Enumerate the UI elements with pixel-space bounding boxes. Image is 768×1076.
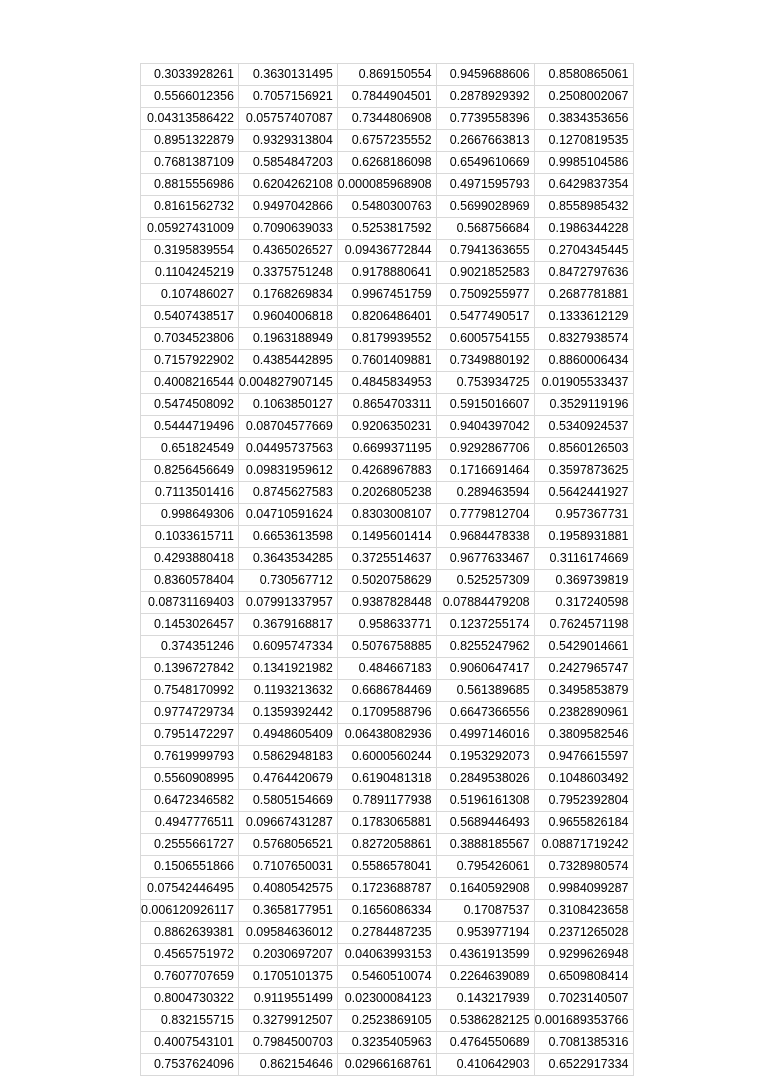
- table-cell[interactable]: 0.369739819: [534, 570, 633, 592]
- table-cell[interactable]: 0.2704345445: [534, 240, 633, 262]
- table-row: [141, 482, 634, 504]
- table-cell[interactable]: 0.7537624096: [141, 1054, 239, 1076]
- table-cell[interactable]: 0.4365026527: [238, 240, 337, 262]
- table-row: [141, 526, 634, 548]
- table-cell[interactable]: 0.6757235552: [337, 130, 436, 152]
- table-cell[interactable]: 0.1333612129: [534, 306, 633, 328]
- table-cell[interactable]: 0.8558985432: [534, 196, 633, 218]
- table-cell[interactable]: 0.04313586422: [141, 108, 239, 130]
- table-cell[interactable]: 0.4385442895: [238, 350, 337, 372]
- table-row: [141, 614, 634, 636]
- table-row: [141, 108, 634, 130]
- table-cell[interactable]: 0.4008216544: [141, 372, 239, 394]
- table-cell[interactable]: 0.9299626948: [534, 944, 633, 966]
- table-cell[interactable]: 0.9967451759: [337, 284, 436, 306]
- table-cell[interactable]: 0.1495601414: [337, 526, 436, 548]
- table-cell[interactable]: 0.8560126503: [534, 438, 633, 460]
- table-cell[interactable]: 0.8745627583: [238, 482, 337, 504]
- table-cell[interactable]: 0.5642441927: [534, 482, 633, 504]
- table-row: [141, 504, 634, 526]
- table-cell[interactable]: 0.2264639089: [436, 966, 534, 988]
- table-row: [141, 988, 634, 1010]
- table-cell[interactable]: 0.1270819535: [534, 130, 633, 152]
- table-cell[interactable]: 0.5566012356: [141, 86, 239, 108]
- table-cell[interactable]: 0.07991337957: [238, 592, 337, 614]
- table-cell[interactable]: 0.8256456649: [141, 460, 239, 482]
- table-cell[interactable]: 0.7681387109: [141, 152, 239, 174]
- table-cell[interactable]: 0.02300084123: [337, 988, 436, 1010]
- table-row: [141, 460, 634, 482]
- table-cell[interactable]: 0.4565751972: [141, 944, 239, 966]
- table-cell[interactable]: 0.953977194: [436, 922, 534, 944]
- table-row: [141, 306, 634, 328]
- table-cell[interactable]: 0.5586578041: [337, 856, 436, 878]
- table-cell[interactable]: 0.1048603492: [534, 768, 633, 790]
- table-cell[interactable]: 0.5480300763: [337, 196, 436, 218]
- table-cell[interactable]: 0.1341921982: [238, 658, 337, 680]
- table-cell[interactable]: 0.04495737563: [238, 438, 337, 460]
- table-cell[interactable]: 0.2878929392: [436, 86, 534, 108]
- table-cell[interactable]: 0.2371265028: [534, 922, 633, 944]
- table-cell[interactable]: 0.957367731: [534, 504, 633, 526]
- table-cell[interactable]: 0.5444719496: [141, 416, 239, 438]
- table-cell[interactable]: 0.6204262108: [238, 174, 337, 196]
- table-row: [141, 834, 634, 856]
- table-cell[interactable]: 0.4268967883: [337, 460, 436, 482]
- table-cell[interactable]: 0.1104245219: [141, 262, 239, 284]
- table-cell[interactable]: 0.6647366556: [436, 702, 534, 724]
- table-cell[interactable]: 0.3375751248: [238, 262, 337, 284]
- table-cell[interactable]: 0.8580865061: [534, 64, 633, 86]
- table-cell[interactable]: 0.5768056521: [238, 834, 337, 856]
- table-row: [141, 218, 634, 240]
- table-cell[interactable]: 0.3630131495: [238, 64, 337, 86]
- table-row: [141, 1032, 634, 1054]
- table-cell[interactable]: 0.7739558396: [436, 108, 534, 130]
- table-cell[interactable]: 0.795426061: [436, 856, 534, 878]
- table-cell[interactable]: 0.8272058861: [337, 834, 436, 856]
- table-cell[interactable]: 0.869150554: [337, 64, 436, 86]
- table-cell[interactable]: 0.3643534285: [238, 548, 337, 570]
- table-cell[interactable]: 0.561389685: [436, 680, 534, 702]
- table-cell[interactable]: 0.07542446495: [141, 878, 239, 900]
- table-cell[interactable]: 0.8179939552: [337, 328, 436, 350]
- table-cell[interactable]: 0.6429837354: [534, 174, 633, 196]
- table-cell[interactable]: 0.1033615711: [141, 526, 239, 548]
- table-cell[interactable]: 0.1768269834: [238, 284, 337, 306]
- table-cell[interactable]: 0.143217939: [436, 988, 534, 1010]
- table-cell[interactable]: 0.08704577669: [238, 416, 337, 438]
- table-row: [141, 592, 634, 614]
- table-row: [141, 372, 634, 394]
- table-cell[interactable]: 0.1640592908: [436, 878, 534, 900]
- table-cell[interactable]: 0.651824549: [141, 438, 239, 460]
- table-cell[interactable]: 0.2026805238: [337, 482, 436, 504]
- table-cell[interactable]: 0.09436772844: [337, 240, 436, 262]
- table-cell[interactable]: 0.3809582546: [534, 724, 633, 746]
- table-cell[interactable]: 0.484667183: [337, 658, 436, 680]
- data-table: [140, 63, 634, 1076]
- table-row: [141, 1054, 634, 1076]
- table-cell[interactable]: 0.6268186098: [337, 152, 436, 174]
- table-row: [141, 680, 634, 702]
- table-cell[interactable]: 0.5854847203: [238, 152, 337, 174]
- table-cell[interactable]: 0.9206350231: [337, 416, 436, 438]
- table-row: [141, 768, 634, 790]
- table-cell[interactable]: 0.000085968908: [337, 174, 436, 196]
- table-cell[interactable]: 0.8860006434: [534, 350, 633, 372]
- table-cell[interactable]: 0.01905533437: [534, 372, 633, 394]
- table-cell[interactable]: 0.7328980574: [534, 856, 633, 878]
- table-row: [141, 394, 634, 416]
- table-cell[interactable]: 0.2030697207: [238, 944, 337, 966]
- table-row: [141, 174, 634, 196]
- table-cell[interactable]: 0.8255247962: [436, 636, 534, 658]
- table-cell[interactable]: 0.006120926117: [141, 900, 239, 922]
- table-cell[interactable]: 0.3679168817: [238, 614, 337, 636]
- table-cell[interactable]: 0.9060647417: [436, 658, 534, 680]
- table-cell[interactable]: 0.3195839554: [141, 240, 239, 262]
- table-cell[interactable]: 0.1237255174: [436, 614, 534, 636]
- table-cell[interactable]: 0.7619999793: [141, 746, 239, 768]
- table-cell[interactable]: 0.7624571198: [534, 614, 633, 636]
- table-cell[interactable]: 0.7057156921: [238, 86, 337, 108]
- table-cell[interactable]: 0.6653613598: [238, 526, 337, 548]
- table-row: [141, 724, 634, 746]
- table-cell[interactable]: 0.3279912507: [238, 1010, 337, 1032]
- table-cell[interactable]: 0.7090639033: [238, 218, 337, 240]
- table-cell[interactable]: 0.1716691464: [436, 460, 534, 482]
- table-cell[interactable]: 0.9404397042: [436, 416, 534, 438]
- table-cell[interactable]: 0.1453026457: [141, 614, 239, 636]
- table-cell[interactable]: 0.004827907145: [238, 372, 337, 394]
- table-cell[interactable]: 0.07884479208: [436, 592, 534, 614]
- table-row: [141, 548, 634, 570]
- table-cell[interactable]: 0.05757407087: [238, 108, 337, 130]
- table-cell[interactable]: 0.5076758885: [337, 636, 436, 658]
- table-row: [141, 944, 634, 966]
- table-cell[interactable]: 0.9604006818: [238, 306, 337, 328]
- table-cell[interactable]: 0.7081385316: [534, 1032, 633, 1054]
- table-row: [141, 570, 634, 592]
- table-cell[interactable]: 0.5386282125: [436, 1010, 534, 1032]
- table-row: [141, 438, 634, 460]
- table-cell[interactable]: 0.5196161308: [436, 790, 534, 812]
- table-cell[interactable]: 0.8815556986: [141, 174, 239, 196]
- table-cell[interactable]: 0.4293880418: [141, 548, 239, 570]
- table-cell[interactable]: 0.9119551499: [238, 988, 337, 1010]
- table-cell[interactable]: 0.3529119196: [534, 394, 633, 416]
- table-row: [141, 856, 634, 878]
- table-cell[interactable]: 0.8654703311: [337, 394, 436, 416]
- table-cell[interactable]: 0.5689446493: [436, 812, 534, 834]
- table-cell[interactable]: 0.8327938574: [534, 328, 633, 350]
- table-cell[interactable]: 0.7779812704: [436, 504, 534, 526]
- table-cell[interactable]: 0.1709588796: [337, 702, 436, 724]
- table-cell[interactable]: 0.2667663813: [436, 130, 534, 152]
- table-cell[interactable]: 0.5429014661: [534, 636, 633, 658]
- table-cell[interactable]: 0.4997146016: [436, 724, 534, 746]
- table-cell[interactable]: 0.107486027: [141, 284, 239, 306]
- table-cell[interactable]: 0.3033928261: [141, 64, 239, 86]
- table-cell[interactable]: 0.8472797636: [534, 262, 633, 284]
- table-cell[interactable]: 0.4971595793: [436, 174, 534, 196]
- table-cell[interactable]: 0.6472346582: [141, 790, 239, 812]
- table-row: [141, 636, 634, 658]
- table-row: [141, 350, 634, 372]
- table-cell[interactable]: 0.1783065881: [337, 812, 436, 834]
- table-cell[interactable]: 0.1063850127: [238, 394, 337, 416]
- table-cell[interactable]: 0.1506551866: [141, 856, 239, 878]
- table-cell[interactable]: 0.730567712: [238, 570, 337, 592]
- table-cell[interactable]: 0.1193213632: [238, 680, 337, 702]
- table-cell[interactable]: 0.753934725: [436, 372, 534, 394]
- table-cell[interactable]: 0.7952392804: [534, 790, 633, 812]
- table-cell[interactable]: 0.6522917334: [534, 1054, 633, 1076]
- table-cell[interactable]: 0.04063993153: [337, 944, 436, 966]
- table-row: [141, 152, 634, 174]
- table-cell[interactable]: 0.17087537: [436, 900, 534, 922]
- table-cell[interactable]: 0.8004730322: [141, 988, 239, 1010]
- table-cell[interactable]: 0.7951472297: [141, 724, 239, 746]
- table-row: [141, 812, 634, 834]
- table-cell[interactable]: 0.09667431287: [238, 812, 337, 834]
- table-cell[interactable]: 0.7984500703: [238, 1032, 337, 1054]
- table-cell[interactable]: 0.7344806908: [337, 108, 436, 130]
- table-cell[interactable]: 0.08871719242: [534, 834, 633, 856]
- table-cell[interactable]: 0.7607707659: [141, 966, 239, 988]
- table-cell[interactable]: 0.5915016607: [436, 394, 534, 416]
- table-cell[interactable]: 0.06438082936: [337, 724, 436, 746]
- table-cell[interactable]: 0.4845834953: [337, 372, 436, 394]
- table-cell[interactable]: 0.4361913599: [436, 944, 534, 966]
- table-cell[interactable]: 0.9985104586: [534, 152, 633, 174]
- table-row: [141, 416, 634, 438]
- table-row: [141, 966, 634, 988]
- table-cell[interactable]: 0.6095747334: [238, 636, 337, 658]
- table-cell[interactable]: 0.568756684: [436, 218, 534, 240]
- table-cell[interactable]: 0.5560908995: [141, 768, 239, 790]
- table-cell[interactable]: 0.3235405963: [337, 1032, 436, 1054]
- table-body: [141, 64, 634, 1076]
- table-row: [141, 702, 634, 724]
- table-cell[interactable]: 0.1396727842: [141, 658, 239, 680]
- table-cell[interactable]: 0.7349880192: [436, 350, 534, 372]
- table-cell[interactable]: 0.7941363655: [436, 240, 534, 262]
- table-cell[interactable]: 0.7601409881: [337, 350, 436, 372]
- table-cell[interactable]: 0.9497042866: [238, 196, 337, 218]
- table-cell[interactable]: 0.7113501416: [141, 482, 239, 504]
- table-cell[interactable]: 0.04710591624: [238, 504, 337, 526]
- table-cell[interactable]: 0.6686784469: [337, 680, 436, 702]
- table-cell[interactable]: 0.8303008107: [337, 504, 436, 526]
- table-row: [141, 1010, 634, 1032]
- table-cell[interactable]: 0.9387828448: [337, 592, 436, 614]
- table-cell[interactable]: 0.9178880641: [337, 262, 436, 284]
- table-cell[interactable]: 0.8161562732: [141, 196, 239, 218]
- table-cell[interactable]: 0.2849538026: [436, 768, 534, 790]
- table-cell[interactable]: 0.9677633467: [436, 548, 534, 570]
- table-cell[interactable]: 0.832155715: [141, 1010, 239, 1032]
- table-cell[interactable]: 0.02966168761: [337, 1054, 436, 1076]
- table-cell[interactable]: 0.6699371195: [337, 438, 436, 460]
- table-cell[interactable]: 0.1986344228: [534, 218, 633, 240]
- table-cell[interactable]: 0.317240598: [534, 592, 633, 614]
- table-cell[interactable]: 0.9984099287: [534, 878, 633, 900]
- table-cell[interactable]: 0.8206486401: [337, 306, 436, 328]
- table-cell[interactable]: 0.374351246: [141, 636, 239, 658]
- table-cell[interactable]: 0.3725514637: [337, 548, 436, 570]
- table-row: [141, 86, 634, 108]
- table-cell[interactable]: 0.1656086334: [337, 900, 436, 922]
- table-cell[interactable]: 0.862154646: [238, 1054, 337, 1076]
- table-row: [141, 790, 634, 812]
- table-cell[interactable]: 0.5020758629: [337, 570, 436, 592]
- table-cell[interactable]: 0.7023140507: [534, 988, 633, 1010]
- table-cell[interactable]: 0.9292867706: [436, 438, 534, 460]
- table-cell[interactable]: 0.5805154669: [238, 790, 337, 812]
- table-cell[interactable]: 0.7548170992: [141, 680, 239, 702]
- table-cell[interactable]: 0.6509808414: [534, 966, 633, 988]
- table-cell[interactable]: 0.9329313804: [238, 130, 337, 152]
- table-cell[interactable]: 0.9684478338: [436, 526, 534, 548]
- table-cell[interactable]: 0.1359392442: [238, 702, 337, 724]
- table-cell[interactable]: 0.525257309: [436, 570, 534, 592]
- table-cell[interactable]: 0.2784487235: [337, 922, 436, 944]
- table-cell[interactable]: 0.3495853879: [534, 680, 633, 702]
- table-cell[interactable]: 0.5474508092: [141, 394, 239, 416]
- table-cell[interactable]: 0.2555661727: [141, 834, 239, 856]
- table-row: [141, 64, 634, 86]
- table-cell[interactable]: 0.6549610669: [436, 152, 534, 174]
- table-cell[interactable]: 0.7509255977: [436, 284, 534, 306]
- table-cell[interactable]: 0.2508002067: [534, 86, 633, 108]
- table-cell[interactable]: 0.289463594: [436, 482, 534, 504]
- table-cell[interactable]: 0.3116174669: [534, 548, 633, 570]
- table-cell[interactable]: 0.4007543101: [141, 1032, 239, 1054]
- table-row: [141, 130, 634, 152]
- table-cell[interactable]: 0.08731169403: [141, 592, 239, 614]
- table-cell[interactable]: 0.09584636012: [238, 922, 337, 944]
- table-cell[interactable]: 0.09831959612: [238, 460, 337, 482]
- table-row: [141, 328, 634, 350]
- table-row: [141, 262, 634, 284]
- table-cell[interactable]: 0.958633771: [337, 614, 436, 636]
- table-cell[interactable]: 0.2687781881: [534, 284, 633, 306]
- table-cell[interactable]: 0.3888185567: [436, 834, 534, 856]
- table-cell[interactable]: 0.1723688787: [337, 878, 436, 900]
- table-cell[interactable]: 0.7107650031: [238, 856, 337, 878]
- table-cell[interactable]: 0.9655826184: [534, 812, 633, 834]
- table-cell[interactable]: 0.5340924537: [534, 416, 633, 438]
- table-cell[interactable]: 0.5477490517: [436, 306, 534, 328]
- table-cell[interactable]: 0.1953292073: [436, 746, 534, 768]
- table-cell[interactable]: 0.3658177951: [238, 900, 337, 922]
- table-cell[interactable]: 0.3597873625: [534, 460, 633, 482]
- table-cell[interactable]: 0.3108423658: [534, 900, 633, 922]
- table-cell[interactable]: 0.5407438517: [141, 306, 239, 328]
- table-cell[interactable]: 0.4948605409: [238, 724, 337, 746]
- table-cell[interactable]: 0.2427965747: [534, 658, 633, 680]
- table-cell[interactable]: 0.8360578404: [141, 570, 239, 592]
- table-cell[interactable]: 0.7891177938: [337, 790, 436, 812]
- table-row: [141, 240, 634, 262]
- table-cell[interactable]: 0.3834353656: [534, 108, 633, 130]
- table-cell[interactable]: 0.7157922902: [141, 350, 239, 372]
- table-cell[interactable]: 0.410642903: [436, 1054, 534, 1076]
- table-cell[interactable]: 0.7844904501: [337, 86, 436, 108]
- table-cell[interactable]: 0.05927431009: [141, 218, 239, 240]
- table-row: [141, 284, 634, 306]
- table-cell[interactable]: 0.5253817592: [337, 218, 436, 240]
- table-cell[interactable]: 0.001689353766: [534, 1010, 633, 1032]
- table-cell[interactable]: 0.6005754155: [436, 328, 534, 350]
- table-cell[interactable]: 0.9459688606: [436, 64, 534, 86]
- table-cell[interactable]: 0.9476615597: [534, 746, 633, 768]
- table-cell[interactable]: 0.1705101375: [238, 966, 337, 988]
- table-cell[interactable]: 0.2382890961: [534, 702, 633, 724]
- table-cell[interactable]: 0.7034523806: [141, 328, 239, 350]
- table-cell[interactable]: 0.5862948183: [238, 746, 337, 768]
- table-cell[interactable]: 0.9021852583: [436, 262, 534, 284]
- table-row: [141, 922, 634, 944]
- table-cell[interactable]: 0.8862639381: [141, 922, 239, 944]
- table-cell[interactable]: 0.6190481318: [337, 768, 436, 790]
- table-cell[interactable]: 0.5460510074: [337, 966, 436, 988]
- table-cell[interactable]: 0.4764420679: [238, 768, 337, 790]
- table-row: [141, 900, 634, 922]
- table-cell[interactable]: 0.2523869105: [337, 1010, 436, 1032]
- table-cell[interactable]: 0.4947776511: [141, 812, 239, 834]
- table-cell[interactable]: 0.4080542575: [238, 878, 337, 900]
- table-cell[interactable]: 0.8951322879: [141, 130, 239, 152]
- table-cell[interactable]: 0.6000560244: [337, 746, 436, 768]
- table-cell[interactable]: 0.9774729734: [141, 702, 239, 724]
- table-cell[interactable]: 0.5699028969: [436, 196, 534, 218]
- table-cell[interactable]: 0.4764550689: [436, 1032, 534, 1054]
- table-row: [141, 196, 634, 218]
- table-row: [141, 878, 634, 900]
- table-row: [141, 746, 634, 768]
- table-row: [141, 658, 634, 680]
- table-cell[interactable]: 0.1963188949: [238, 328, 337, 350]
- table-cell[interactable]: 0.1958931881: [534, 526, 633, 548]
- table-cell[interactable]: 0.998649306: [141, 504, 239, 526]
